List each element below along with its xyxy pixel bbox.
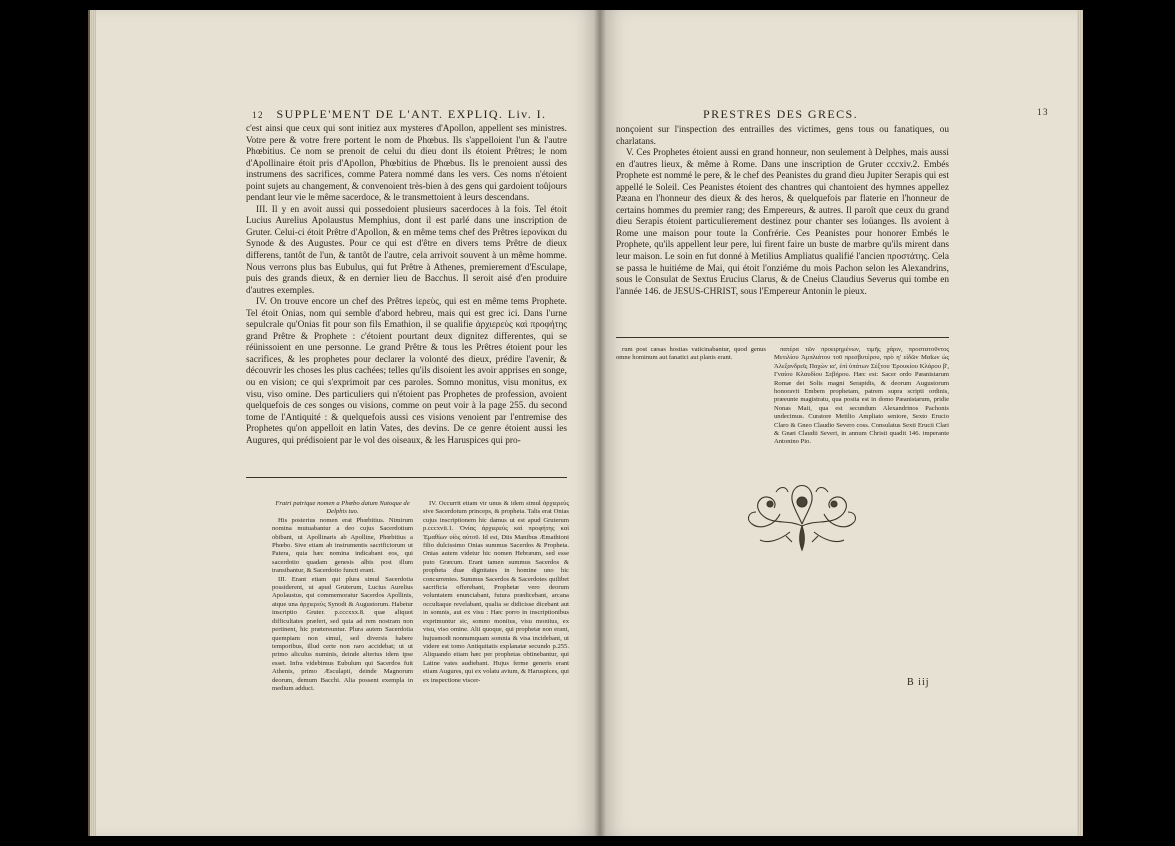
left-footnote-rule (246, 477, 567, 478)
right-footnote-rule (616, 337, 949, 338)
right-page (600, 10, 1077, 836)
right-notes-column-1 (616, 346, 766, 363)
left-paragraph-1: c'est ainsi que ceux qui sont initiez aux mysteres d'Apollon, appellent ses ministres. Votre pere & votre frere portent le nom de Phœbus. Ils s'appelloient l'un & l'autre Phœbitius. Ce nom se prenoit de celui du dieu dont ils étoient Prêtres; le nom d'Apollinaire étoit pris d'Apollon, Phœbitius de Phœbus. Ils le prenoient aussi des instrumens des sacrifices, comme Patera nommé dans les vers. Ces noms n'étoient point sujets au changement, & convenoient très-bien à des gens qui gardoient toûjours pendant leur vie le même sacerdoce, & le transmettoient à leurs descendans. (246, 124, 567, 204)
left-notes-column-1 (272, 500, 413, 693)
right-paragraph-1: nonçoient sur l'inspection des entrailles des victimes, gens tous ou fanatiques, ou charlatans. (616, 125, 949, 147)
left-notes-column-2 (423, 500, 569, 685)
right-page-edge (1077, 10, 1083, 836)
left-note-heading: Fratri patrique nomen a Phœbo datum Natoque de Delphis tuo. (275, 500, 410, 516)
left-note-1: His posterius nomen erat Phœbitius. Nimirum nomina mutuabantur a deo cujus Sacerdotium obibant, ut Apollinaris ab Apolline, Phœbitius a Phœbo. Sive etiam ab instrumentis sacrificiorum ut Patera, quia hæc nomina indicabant eos, qui sacerdotio quadam genesis albis post illum transibantur, & Sacerdotio functi erant. (272, 516, 413, 575)
right-note-1: rum post cæsas hostias vaticinabantur, quod genus omne hominum aut fanatici aut planis erant. (616, 346, 766, 362)
left-running-head (252, 107, 570, 122)
left-note-2: III. Erant etiam qui plura simul Sacerdotia possiderent, ut apud Gruterum, Lucius Aurelius Apolaustus, qui commemoratur Sacerdos Apollinis, atque una ἀρχιερεὺς Synodi & Augustorum. Habetur inscriptio Gruter. p.cccxxx.8. quæ aliquot difficultates præfert, sed quia ad rem nostram non pertinent, hic prætereuntur. Plura autem Sacerdotia quempiam non simul, sed diversis habere temporibus, illud certe non raro accidebat; ut ut primo aliculus numinis, deinde alterius idem ipse esset. Infra videbimus Eubulum qui Sacerdos fuit Athenis, primo Æsculapii, deinde Magnorum deorum, demum Bacchi. Alia possent exempla in medium adduci. (272, 575, 413, 692)
right-running-title: PRESTRES DES GRECS. (703, 107, 858, 121)
left-paragraph-3: IV. On trouve encore un chef des Prêtres ἱερεὺς, qui est en même tems Prophete. Tel étoit Onias, nom qui semble d'abord hebreu, mais qui est grec ici. Dans l'urne sepulcrale qu'Onias fit pour son fils Emathion, il se qualifie ἀρχιερεὺς καὶ προφήτης grand Prêtre & Prophete : c'étoient pourtant deux dignitez differentes, qui se réünissoient en une personne. Le grand Prêtre & tous les Prêtres étoient pour les sacrifices, & les prophetes pour declarer la volonté des dieux, prédire l'avenir, & découvrir les choses les plus cachées; telles qu'ils disoient les avoir apprises en songe, ou en vision; ce qui s'exprimoit par ces paroles. Somno monitus, visu monitus, ex visu, viso omine. Des particuliers qui n'étoient pas Prophetes de profession, avoient quelquefois de ces songes ou visions, comme on peut voir à la page 255. du second tome de l'Antiquité : & quelquefois aussi ces visions venoient par l'entremise des Prophetes qu'on appelloit en latin Vates, des devins. De ce genre étoient aussi les Augures, qui prédisoient par le vol des oiseaux, & les Haruspices qui pro- (246, 297, 567, 446)
left-running-title: SUPPLE'MENT DE L'ANT. EXPLIQ. Liv. I. (276, 107, 547, 121)
book-gutter (594, 10, 606, 836)
right-note-3: πατέρα τῶν προειρημένων, τιμῆς χάριν, προστατοῦντος Μετιλίου Ἀμπλιάτου τοῦ πρεσβυτέρου, πρὸ η' εἰδῶν Μαΐων ὡς Ἀλεξανδρεῖς Παχὼν ια', ἐπὶ ὑπάτων Σέξτου Ἐρουκίου Κλάρου β', Γναίου Κλαυδίου Σεβήρου. Hæc est: Sacer ordo Pæanistarum Romæ dei Solis magni Serapidis, & deorum Augustorum honoravit Embem prophetam, patrem supra scripti ordinis, præeunte magistratu, qua posita est in domo Pæanistarum, pridie Nonas Maii, qua est secundum Alexandrinos Pachonis undecimus. Curatore Metilio Ampliato seniore, Sexto Erucio Claro & Gneo Claudio Severo coss. Consulatus Sexti Erucii Clari & Gnæi Claudii Severi, in annum Christi quadit 146. imperante Antonino Pio. (774, 346, 949, 446)
ornament-vignette (740, 480, 864, 556)
left-paragraph-2: III. Il y en avoit aussi qui possedoient plusieurs sacerdoces à la fois. Tel étoit Lucius Aurelius Apolaustus Memphius, dont il est parlé dans une inscription de Gruter. Celui-ci étoit Prêtre d'Apollon, & en même tems chef des Prêtres ἱερονίκαι du Synode & des Augustes. Pour ce qui est d'être en divers tems Prêtre de dieux differens, tantôt de l'un, & tantôt de l'autre, cela arrivoit souvent à un même homme. Nous verrons plus bas Eubulus, qui fut Prêtre à Athenes, premierement d'Esculape, puis des grands dieux, & en dernier lieu de Bacchus. Il seroit aisé d'en produire d'autres exemples. (246, 204, 567, 296)
right-paragraph-2: V. Ces Prophetes étoient aussi en grand honneur, non seulement à Delphes, mais aussi en d'autres lieux, & même à Rome. Dans une inscription de Gruter cccxiv.2. Embés Prophete est nommé le pere, & le chef des Peanistes du grand dieu Jupiter Serapis qui est appellé le Soleil. Ces Peanistes étoient des chantres qui chantoient des hymnes appellez Pæana en l'honneur des dieux & des heros, & quelquefois par flaterie en l'honneur de certains hommes du premier rang; des Empereurs, & autres. Il paroît que ceux du grand dieu Serapis étoient particulierement destinez pour chanter ses loüanges. Ils avoient à Rome une maison pour toute la Confrérie. Ces Peanistes pour honorer Embés le Prophete, qu'ils appellent leur pere, lui firent faire un buste de marbre qu'ils mirent dans leur maison. Le soin en fut donné à Metilius Ampliatus qualifié l'ancien προστάτης. Cela se passa le huitiéme de Mai, qui étoit l'onziéme du mois Pachon selon les Alexandrins, sous le Consulat de Sextus Erucius Clarus, & de Cneius Claudius Severus qui tombe en l'année 146. de JESUS-CHRIST, sous l'Empereur Antonin le pieux. (616, 148, 949, 297)
signature-mark: B iij (907, 677, 930, 688)
left-page (96, 10, 600, 836)
left-folio: 12 (252, 110, 264, 120)
left-note-3: IV. Occurrit etiam vir unus & idem simul ἀρχιερεὺς sive Sacerdotum princeps, & propheta. Talis erat Onias cujus inscriptionem hic damus ut est apud Gruterum p.cccxvii.1. Ὀνίας ἀρχιερεὺς καὶ προφήτης καὶ Ἐμαθίων υἱὸς αὐτοῦ. Id est, Diis Manibus Æmathioni filio dulcissimo Onias summus Sacerdos & Propheta. Onias autem videtur hic nomen Hebræum, sed esse puto Græcum. Erant tamen summus Sacerdos & propheta duæ dignitates in homine uno hic concurrentes. Summus Sacerdos & Sacerdotes quilibet sacrificia offerebant, Prophetæ vero deorum voluntatem enunciabant, futura prædicebant, arcana occultaque revelabant, qualia se didicisse dicebant aut in somnis, aut ex visu : Hæc porro in inscriptionibus exprimuntur sic, somno monitus, visu monitus, ex visu, viso omine. Alii quoque, qui prophetæ non erant, hujusmodi nonnumquam somnia & visa incidebant, ut videre est tomo Antiquitatis explanatæ secundo p.255. Aliquando etiam hæc per prophetas obtinebantur, qui Latine vates audiebant. Hujus ferme generis erant etiam Augures, qui ex volatu avium, & Haruspices, qui ex inspectione viscer- (423, 500, 569, 684)
right-notes-column-2 (774, 346, 949, 447)
right-main-text (616, 125, 949, 298)
right-folio: 13 (1037, 107, 1049, 117)
left-main-text (246, 124, 567, 447)
